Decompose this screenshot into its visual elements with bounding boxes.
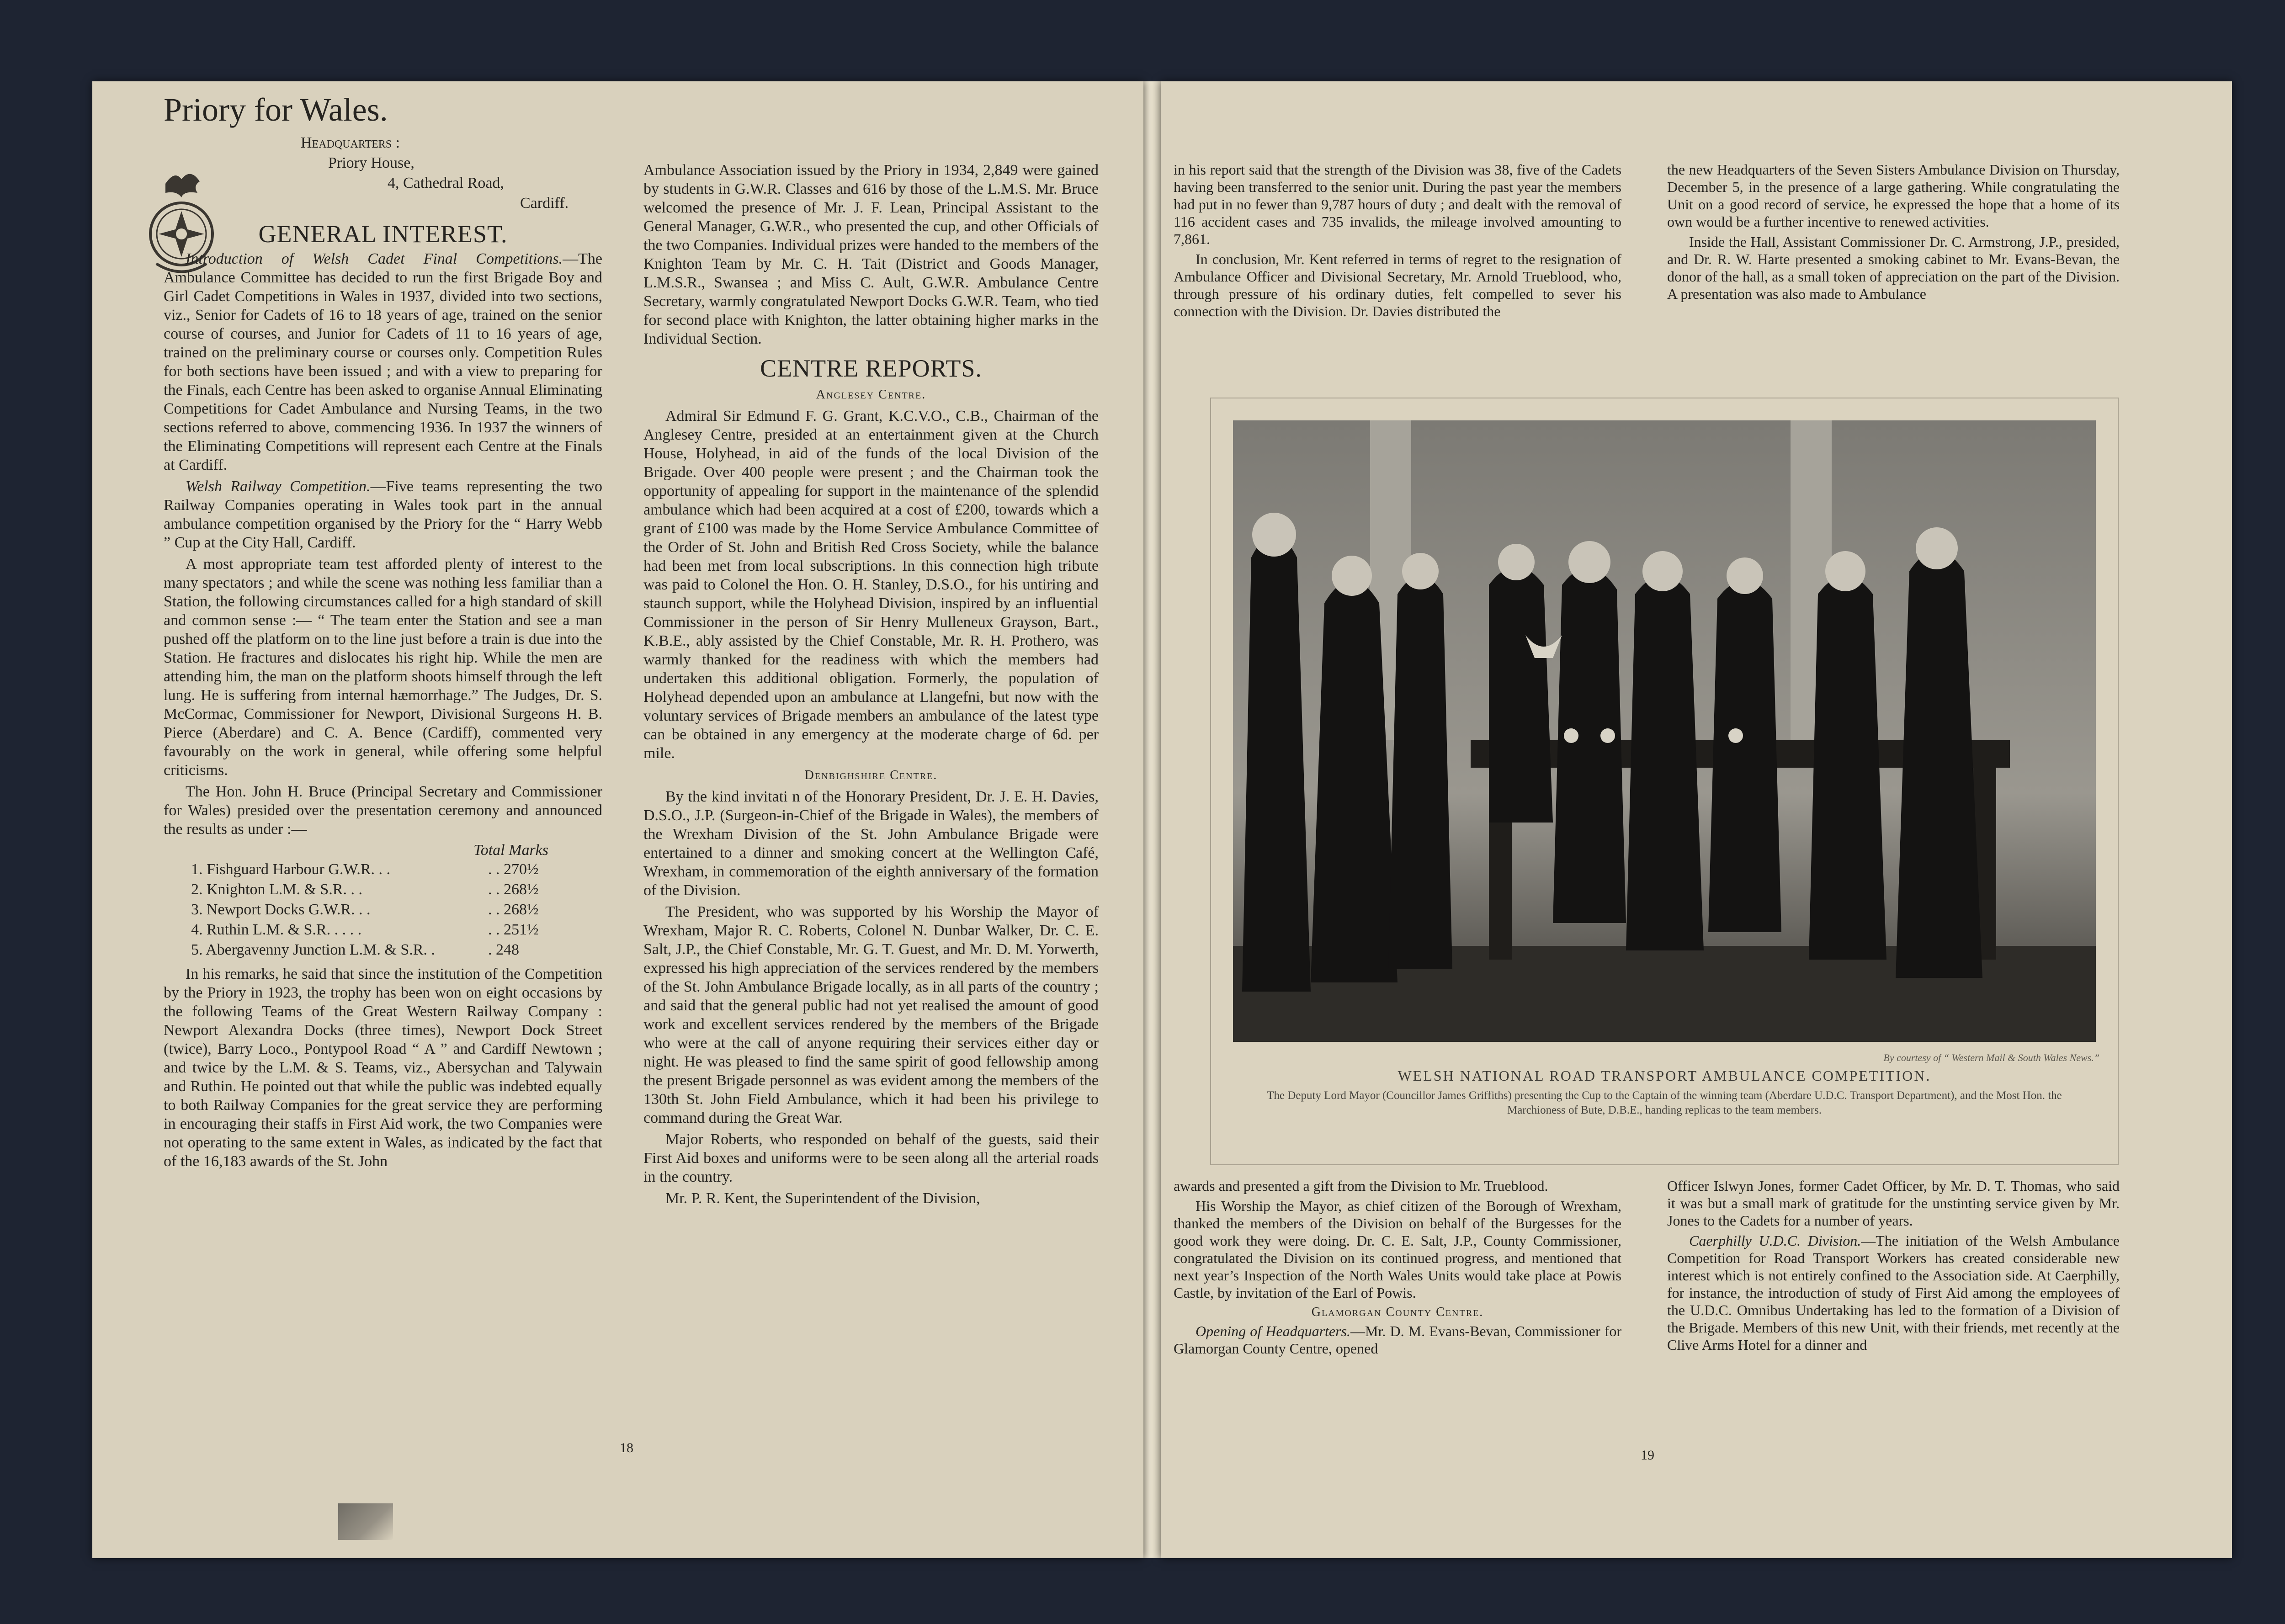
- result-row: 4. Ruthin L.M. & S.R. . . . . . . 251½: [191, 921, 539, 938]
- result-row: 5. Abergavenny Junction L.M. & S.R. . . 248: [191, 941, 519, 958]
- denbigh-paragraph-3: Major Roberts, who responded on behalf of the guests, said their First Aid boxes and uniforms were to be seen along all the arterial roads in the country.: [643, 1131, 1099, 1185]
- page-number-left: 18: [620, 1440, 633, 1455]
- rc1-bot-paragraph-2: His Worship the Mayor, as chief citizen of the Borough of Wrexham, thanked the members of the Division on behalf of the Burgesses for the good work they were doing. Dr. C. E. Salt, J.P., County Commissioner, congratulated the Division on its continued progress, and mentioned that next year’s Inspection of the North Wales Units would take place at Powis Castle, by invitation of the Earl of Powis.: [1174, 1198, 1621, 1301]
- right-column-1-bottom: [1174, 1177, 1621, 1360]
- photo-title: WELSH NATIONAL ROAD TRANSPORT AMBULANCE COMPETITION.: [1398, 1067, 1931, 1084]
- hq-address-3: Cardiff.: [520, 195, 569, 212]
- photo-figure: [1210, 398, 2119, 1165]
- denbigh-paragraph-2: The President, who was supported by his Worship the Mayor of Wrexham, Major R. C. Roberts, Colonel N. Dunbar Walker, Dr. C. E. Salt, J.P., the Chief Constable, Mr. G. T. Guest, and Mr. D. M. Yorwerth, expressed his high appreciation of the services rendered by the members of the St. John Ambulance Brigade locally, as in all parts of the country ; and said that the general public had not yet realised the amount of good work and excellent services rendered by the members of the Brigade who were at the call of anyone requiring their services either day or night. He was pleased to find the same spirit of good fellowship among the present Brigade personnel as was evident among the members of the 130th St. John Field Ambulance, which it had been his privilege to command during the Great War.: [643, 903, 1099, 1126]
- result-row: 1. Fishguard Harbour G.W.R. . . . . 270½: [191, 861, 539, 878]
- result-row: 2. Knighton L.M. & S.R. . . . . 268½: [191, 881, 539, 898]
- gi-paragraph-4: The Hon. John H. Bruce (Principal Secretary and Commissioner for Wales) presided over the presentation ceremony and announced the results as under :—: [164, 783, 602, 838]
- denbighshire-heading: Denbighshire Centre.: [804, 768, 938, 782]
- rc1-top-paragraph-1: in his report said that the strength of the Division was 38, five of the Cadets having been transferred to the senior unit. During the past year the members had put in no fewer than 9,787 hours of duty ; and dealt with the removal of 116 accident cases and 735 invalids, the mileage involved amounting to 7,861.: [1174, 161, 1621, 247]
- rc1-bot-paragraph-1: awards and presented a gift from the Division to Mr. Trueblood.: [1174, 1178, 1548, 1194]
- rc1-top-paragraph-2: In conclusion, Mr. Kent referred in terms of regret to the resignation of Ambulance Officer and Divisional Secretary, Mr. Arnold Trueblood, who, through pressure of his ordinary duties, felt compelled to sever his connection with the Division. Dr. Davies distributed the: [1174, 251, 1621, 319]
- left-column-2: [643, 161, 1099, 1210]
- priory-title: Priory for Wales.: [164, 91, 388, 128]
- rc2-bot-paragraph-1: Officer Islwyn Jones, former Cadet Officer, by Mr. D. T. Thomas, who said it was but a small mark of gratitude for the unstinting service given by Mr. Jones to the Cadets for a number of years.: [1667, 1178, 2120, 1229]
- hq-address-1: Priory House,: [328, 154, 414, 171]
- results-header: Total Marks: [473, 842, 548, 859]
- anglesey-paragraph: Admiral Sir Edmund F. G. Grant, K.C.V.O., C.B., Chairman of the Anglesey Centre, presided at an entertainment given at the Church House, Holyhead, in aid of the funds of the local Division of the Brigade. Over 400 people were present ; and the Chairman took the opportunity of appealing for support in the maintenance of the splendid ambulance which had been acquired at a cost of £200, towards which a grant of £100 was made by the Home Service Ambulance Committee of the Order of St. John and British Red Cross Society, while the balance had been met from local subscriptions. In this connection high tribute was paid to Colonel the Hon. O. H. Stanley, D.S.O., for his untiring and staunch support, while the Holyhead Division, inspired by an influential Commissioner in the person of Sir Henry Mulleneux Grayson, Bart., K.B.E., ably assisted by the Chief Constable, Mr. R. H. Prothero, was warmly thanked for the readiness with which the members had undertaken this additional obligation. Formerly, the population of Holyhead depended upon an ambulance at Llangefni, but now with the voluntary services of Brigade members an ambulance of the latest type can be obtained in any emergency at the moderate charge of 6d. per mile.: [643, 408, 1099, 762]
- page-tear-mark: [338, 1503, 393, 1540]
- competition-photo: [1233, 420, 2096, 1042]
- hq-label: Headquarters :: [301, 134, 400, 151]
- gi-paragraph-2: Welsh Railway Competition.—Five teams representing the two Railway Companies operating in Wales took part in the annual ambulance competition organised by the Priory for the “ Harry Webb ” Cup at the City Hall, Cardiff.: [164, 478, 602, 551]
- gi-paragraph-5: In his remarks, he said that since the institution of the Competition by the Priory in 1923, the trophy has been won on eight occasions by the following Teams of the Great Western Railway Company : Newport Alexandra Docks (three times), Newport Dock Street (twice), Barry Loco., Pontypool Road “ A ” and Cardiff Newtown ; and twice by the L.M. & S. Teams, viz., Abersychan and Talywain and Ruthin. He pointed out that while the public was indebted equally to both Railway Companies for the great service they are performing in encouraging their staffs in First Aid work, the two Companies were not operating to the same extent in Wales, as indicated by the fact that of the 16,183 awards of the St. John: [164, 966, 602, 1170]
- rc2-top-paragraph-1: the new Headquarters of the Seven Sisters Ambulance Division on Thursday, December 5, in the presence of a large gathering. While congratulating the Unit on a good record of service, he expressed the hope that a home of its own would be a further incentive to renewed activities.: [1667, 161, 2120, 230]
- photo-caption: The Deputy Lord Mayor (Councillor James Griffiths) presenting the Cup to the Captain of the winning team (Aberdare U.D.C. Transport Department), and the Most Hon. the Marchioness of Bute, D.B.E., handing replicas to the team members.: [1267, 1089, 2062, 1116]
- gi-paragraph-1: Introduction of Welsh Cadet Final Competitions.—The Ambulance Committee has decided to run the first Brigade Boy and Girl Cadet Competitions in Wales in 1937, divided into two sections, viz., Senior for Cadets of 16 to 18 years of age, trained on the senior course of courses, and Junior for Cadets of 11 to 16 years of age, trained on the preliminary course or courses only. Competition Rules for both sections have been issued ; and with a view to preparing for the Finals, each Centre has been asked to organise Annual Eliminating Competitions for Cadet Ambulance and Nursing Teams, in the two sections referred to above, commencing 1936. In 1937 the winners of the Eliminating Competitions will represent each Centre at the Finals at Cardiff.: [164, 250, 602, 473]
- denbigh-paragraph-1: By the kind invitati n of the Honorary President, Dr. J. E. H. Davies, D.S.O., J.P. (Surgeon-in-Chief of the Brigade in Wales), the members of the Wrexham Division of the St. John Ambulance Brigade were entertained to a dinner and smoking concert at the Wellington Café, Wrexham, in commemoration of the eighth anniversary of the formation of the Division.: [643, 788, 1099, 899]
- right-column-2-bottom: [1667, 1177, 2120, 1356]
- denbigh-paragraph-4: Mr. P. R. Kent, the Superintendent of the Division,: [665, 1190, 980, 1207]
- hq-address-2: 4, Cathedral Road,: [388, 175, 504, 191]
- result-row: 3. Newport Docks G.W.R. . . . . 268½: [191, 901, 539, 918]
- page-number-right: 19: [1641, 1448, 1654, 1463]
- glamorgan-paragraph: Opening of Headquarters.—Mr. D. M. Evans-Bevan, Commissioner for Glamorgan County Centre, opened: [1174, 1323, 1622, 1357]
- results-table: [164, 841, 602, 960]
- anglesey-heading: Anglesey Centre.: [816, 387, 926, 402]
- glamorgan-heading: Glamorgan County Centre.: [1311, 1305, 1484, 1319]
- photo-courtesy: By courtesy of “ Western Mail & South Wales News.”: [1883, 1052, 2099, 1063]
- col2-paragraph-1: Ambulance Association issued by the Priory in 1934, 2,849 were gained by students in G.W.R. Classes and 616 by those of the L.M.S. Mr. Bruce welcomed the presence of Mr. J. F. Lean, Principal Assistant to the General Manager, G.W.R., who presented the cup, and other Officials of the two Companies. Individual prizes were handed to the members of the Knighton Team by Mr. C. H. Tait (District and Goods Manager, L.M.S.R., Swansea ; and Miss C. Ault, G.W.R. Ambulance Centre Secretary, warmly congratulated Newport Docks G.W.R. Team, who tied for second place with Knighton, the latter obtaining higher marks in the Individual Section.: [643, 162, 1099, 347]
- right-column-1-top: [1174, 161, 1621, 323]
- rc2-top-paragraph-2: Inside the Hall, Assistant Commissioner Dr. C. Armstrong, J.P., presided, and Dr. R. W. Harte presented a smoking cabinet to Mr. Evans-Bevan, the donor of the hall, as a small token of appreciation on the part of the Division. A presentation was also made to Ambulance: [1667, 234, 2120, 302]
- general-interest-heading: GENERAL INTEREST.: [258, 220, 508, 248]
- left-column-1: [164, 214, 602, 1173]
- centre-reports-heading: CENTRE REPORTS.: [760, 355, 982, 382]
- caerphilly-paragraph: Caerphilly U.D.C. Division.—The initiation of the Welsh Ambulance Competition for Road Transport Workers has created considerable new interest which is not entirely confined to the Association side. At Caerphilly, for instance, the introduction of study of First Aid among the employees of the U.D.C. Omnibus Undertaking has led to the formation of a Division of the Brigade. Members of this new Unit, with their friends, met recently at the Clive Arms Hotel for a dinner and: [1667, 1232, 2120, 1353]
- right-column-2-top: [1667, 161, 2120, 305]
- gi-paragraph-3: A most appropriate team test afforded plenty of interest to the many spectators ; and while the scene was nothing less familiar than a Station, the following circumstances called for a high standard of skill and common sense :— “ The team enter the Station and see a man pushed off the platform on to the line just before a train is due into the Station. He fractures and dislocates his right hip. While the men are attending him, the man on the platform shoots himself through the left lung. He is suffering from internal hæmorrhage.” The Judges, Dr. S. McCormac, Commissioner for Newport, Divisional Surgeons H. B. Pierce (Aberdare) and C. A. Bence (Cardiff), commented very favourably on the work in general, while offering some helpful criticisms.: [164, 556, 602, 779]
